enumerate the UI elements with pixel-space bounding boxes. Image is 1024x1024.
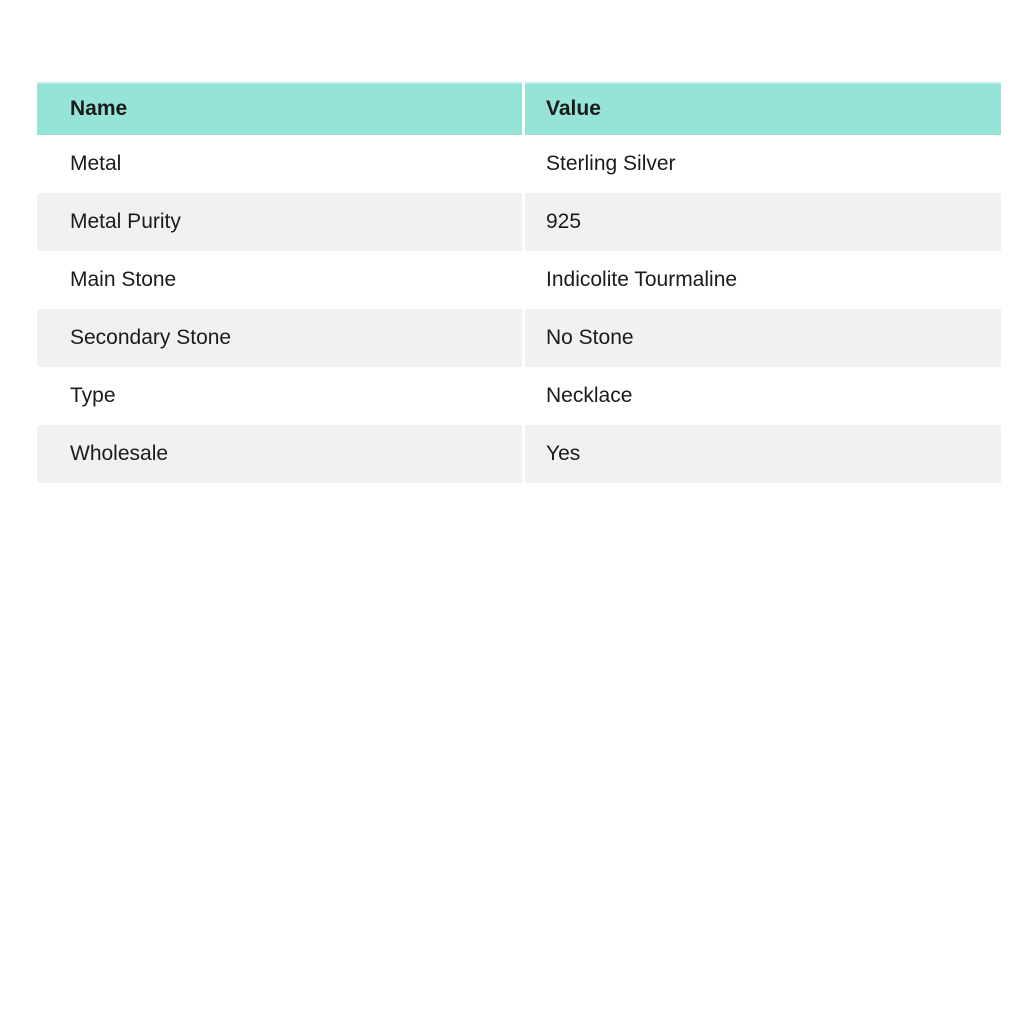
table-row [37,135,1001,193]
cell-value: No Stone [525,309,1001,367]
column-header-value: Value [525,82,1001,135]
product-attributes-table [34,82,1004,483]
cell-name: Main Stone [37,251,522,309]
column-header-name: Name [37,82,522,135]
cell-name: Secondary Stone [37,309,522,367]
table-row [37,425,1001,483]
table-body [37,135,1001,483]
table-header [37,82,1001,135]
cell-value: Indicolite Tourmaline [525,251,1001,309]
cell-name: Metal [37,135,522,193]
table-row [37,309,1001,367]
cell-name: Type [37,367,522,425]
table-row [37,367,1001,425]
table-row [37,193,1001,251]
cell-name: Metal Purity [37,193,522,251]
cell-value: Necklace [525,367,1001,425]
cell-value: 925 [525,193,1001,251]
header-row [37,82,1001,135]
cell-value: Sterling Silver [525,135,1001,193]
table-row [37,251,1001,309]
cell-value: Yes [525,425,1001,483]
cell-name: Wholesale [37,425,522,483]
